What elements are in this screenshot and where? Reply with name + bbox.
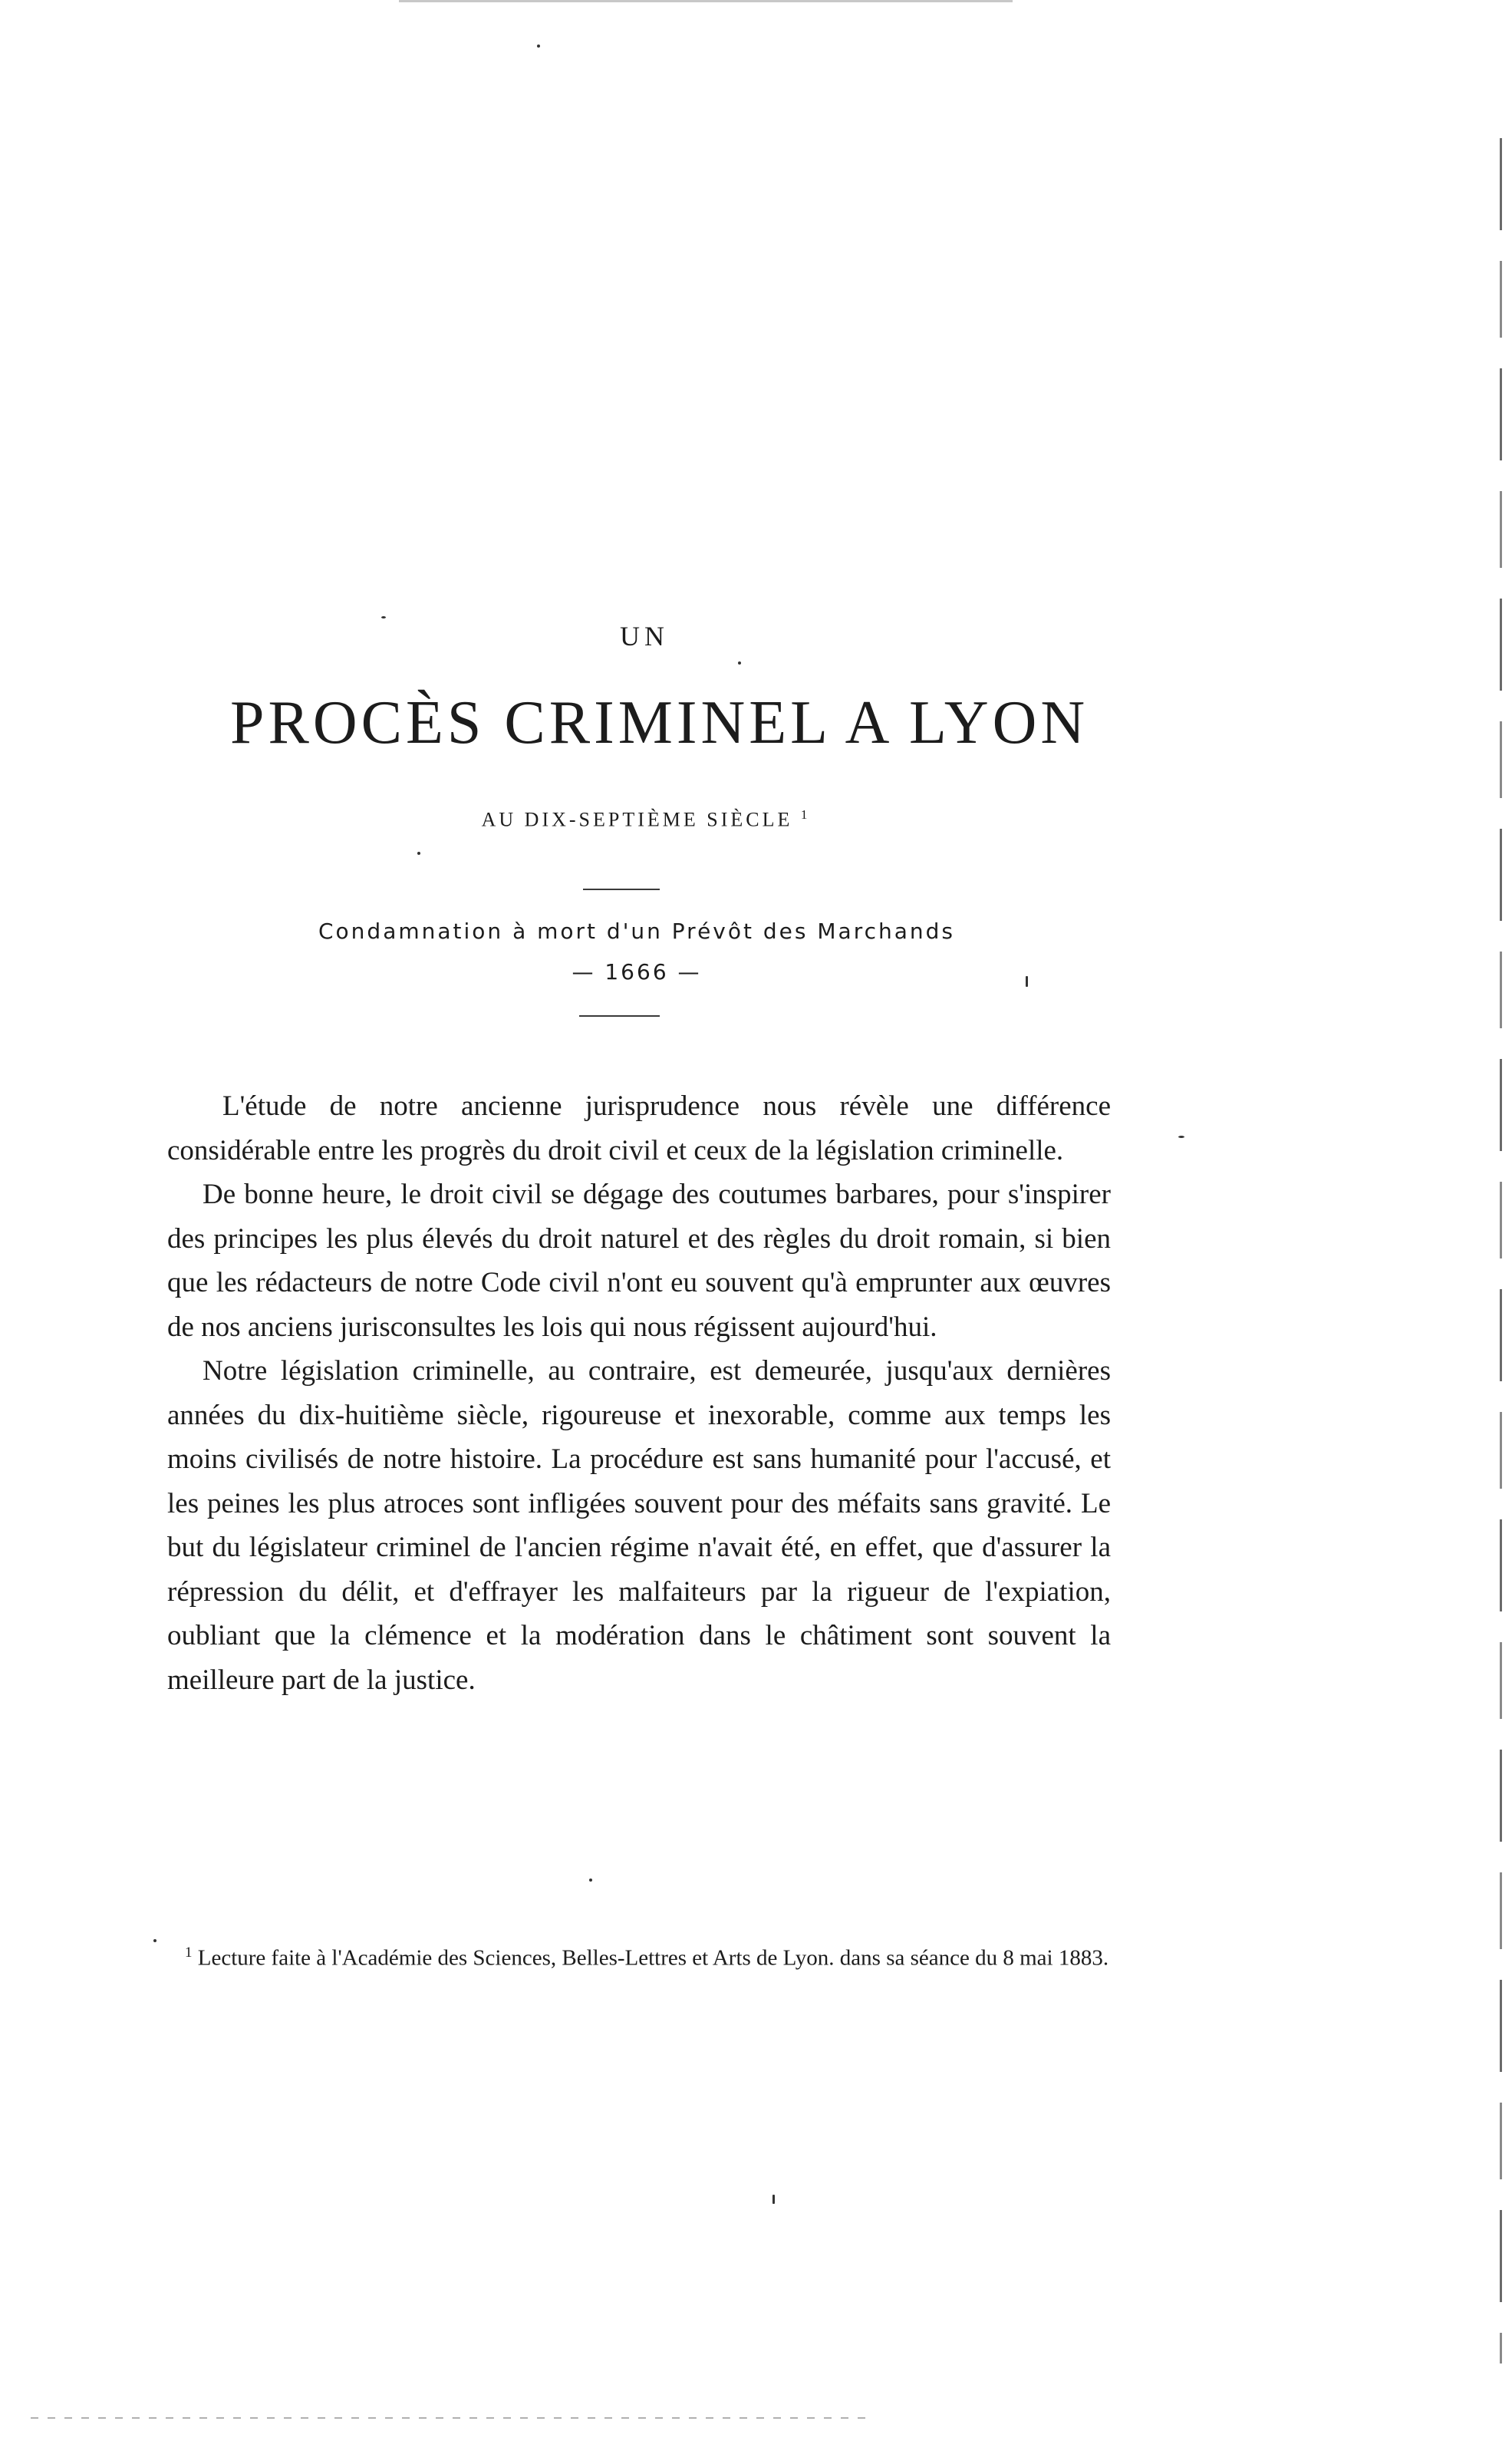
scan-artifact-top-line <box>399 0 1013 2</box>
body-paragraph: Notre législation criminelle, au contraire, est demeurée, jusqu'aux dernières années du dix-huitième siècle, rigoureuse et inexorable, comme aux temps les moins civilisés de notre histoire. La procédure est sans humanité pour l'accusé, et les peines les plus atroces sont infligées souvent pour des méfaits sans gravité. Le but du législateur criminel de l'ancien régime n'avait été, en effet, que d'assurer la répression du délit, et d'effrayer les malfaiteurs par la rigueur de l'expiation, oubliant que la clémence et la modération dans le châtiment sont souvent la meilleure part de la justice. <box>167 1355 1111 1696</box>
subtitle-text: AU DIX-SEPTIÈME SIÈCLE <box>481 808 793 831</box>
scan-speck <box>589 1879 592 1882</box>
scan-artifact-bottom-line <box>31 2417 875 2419</box>
body-paragraph: De bonne heure, le droit civil se dégage des coutumes barbares, pour s'inspirer des principes les plus élevés du droit naturel et des règles du droit romain, si bien que les rédacteurs de notre Code civil n'ont eu souvent qu'à emprunter aux œuvres de nos anciens jurisconsultes les lois qui nous régissent aujourd'hui. <box>167 1179 1111 1343</box>
body-text <box>167 1084 1111 1702</box>
heading-un: UN <box>620 621 669 651</box>
footnote-text: Lecture faite à l'Académie des Sciences, Belles-Lettres et Arts de Lyon. dans sa séance du 8 mai 1883. <box>197 1945 1109 1971</box>
scan-speck <box>772 2195 775 2204</box>
separator-rule-bottom <box>579 1015 660 1017</box>
year-line: — 1666 — <box>572 959 702 985</box>
scan-speck <box>153 1939 156 1942</box>
separator-rule-top <box>583 889 660 890</box>
condamnation-line: Condamnation à mort d'un Prévôt des Marchands <box>318 919 955 944</box>
footnote-marker: 1 <box>185 1945 193 1961</box>
subtitle-footnote-marker: 1 <box>800 807 808 822</box>
scan-speck <box>381 616 386 618</box>
page-title: PROCÈS CRIMINEL A LYON <box>230 689 1089 757</box>
scan-speck <box>1178 1136 1184 1138</box>
body-paragraph: L'étude de notre ancienne jurisprudence nous révèle une différence considérable entre les progrès du droit civil et ceux de la législation criminelle. <box>167 1090 1111 1166</box>
scan-artifact-right-edge <box>1500 138 1502 2363</box>
scan-speck <box>738 661 741 665</box>
scan-speck <box>417 852 420 855</box>
scan-speck <box>537 45 540 48</box>
page-subtitle <box>0 807 1289 832</box>
footnote <box>165 1938 1112 1973</box>
